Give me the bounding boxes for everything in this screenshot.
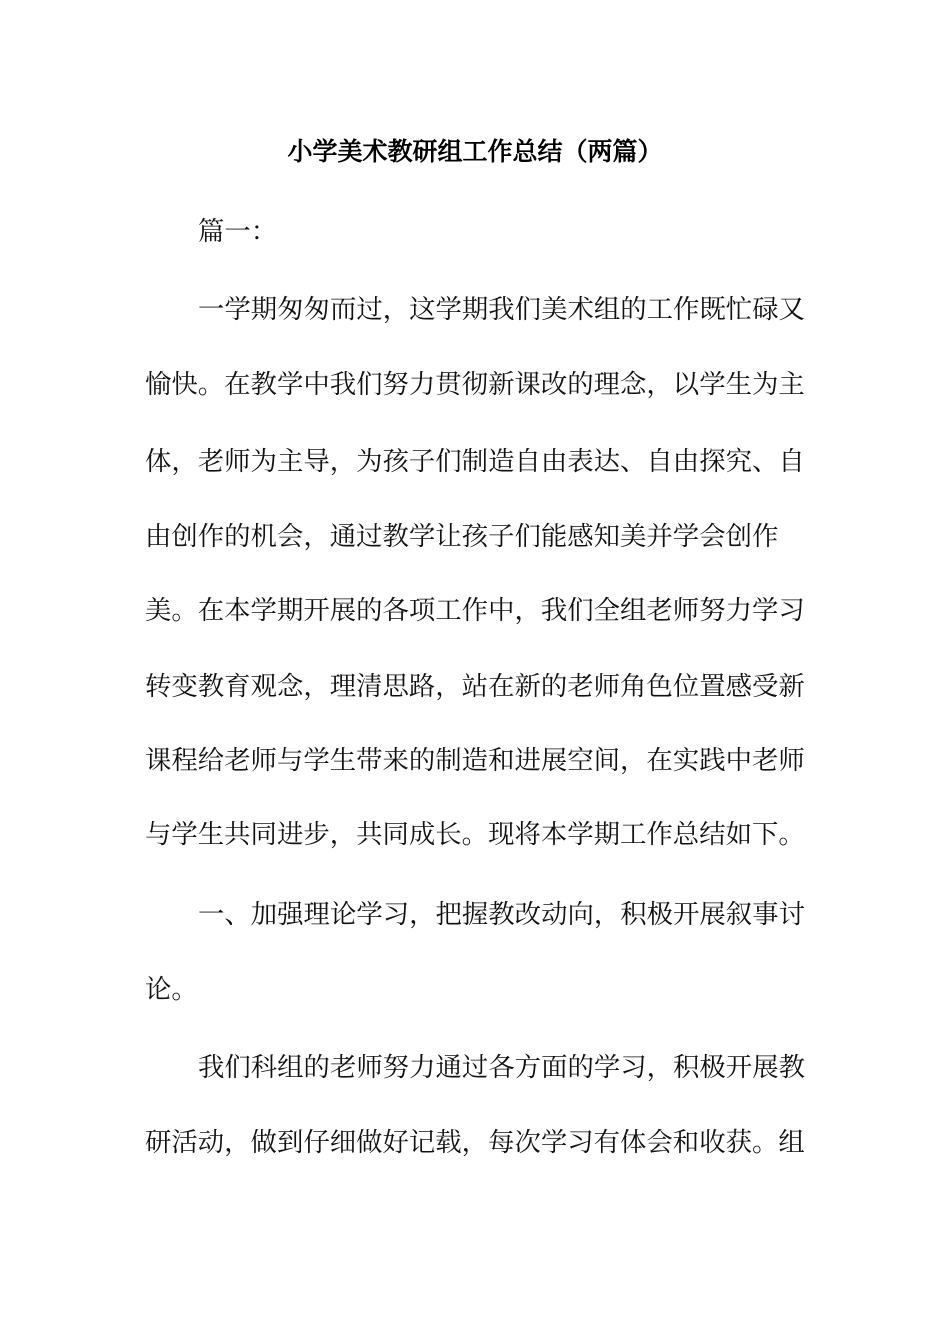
paragraph-line: 我们科组的老师努力通过各方面的学习，积极开展教 [198,1052,805,1083]
paragraph-line: 课程给老师与学生带来的制造和进展空间，在实践中老师 [145,745,805,776]
section-heading-line: 论。 [145,974,198,1005]
paragraph-line: 转变教育观念，理清思路，站在新的老师角色位置感受新 [145,671,805,702]
paragraph-line: 研活动，做到仔细做好记载，每次学习有体会和收获。组 [145,1127,805,1158]
paragraph-line: 由创作的机会，通过教学让孩子们能感知美并学会创作 [145,521,779,552]
paragraph-line: 体，老师为主导，为孩子们制造自由表达、自由探究、自 [145,446,805,477]
paragraph-line: 一学期匆匆而过，这学期我们美术组的工作既忙碌又 [198,294,805,325]
section-label: 篇一： [198,216,278,247]
document-title: 小学美术教研组工作总结（两篇） [287,137,663,166]
paragraph-line: 美。在本学期开展的各项工作中，我们全组老师努力学习 [145,595,805,626]
paragraph-line: 与学生共同进步，共同成长。现将本学期工作总结如下。 [145,819,805,850]
paragraph-line: 愉快。在教学中我们努力贯彻新课改的理念，以学生为主 [145,369,805,400]
section-heading-line: 一、加强理论学习，把握教改动向，积极开展叙事讨 [198,899,805,930]
